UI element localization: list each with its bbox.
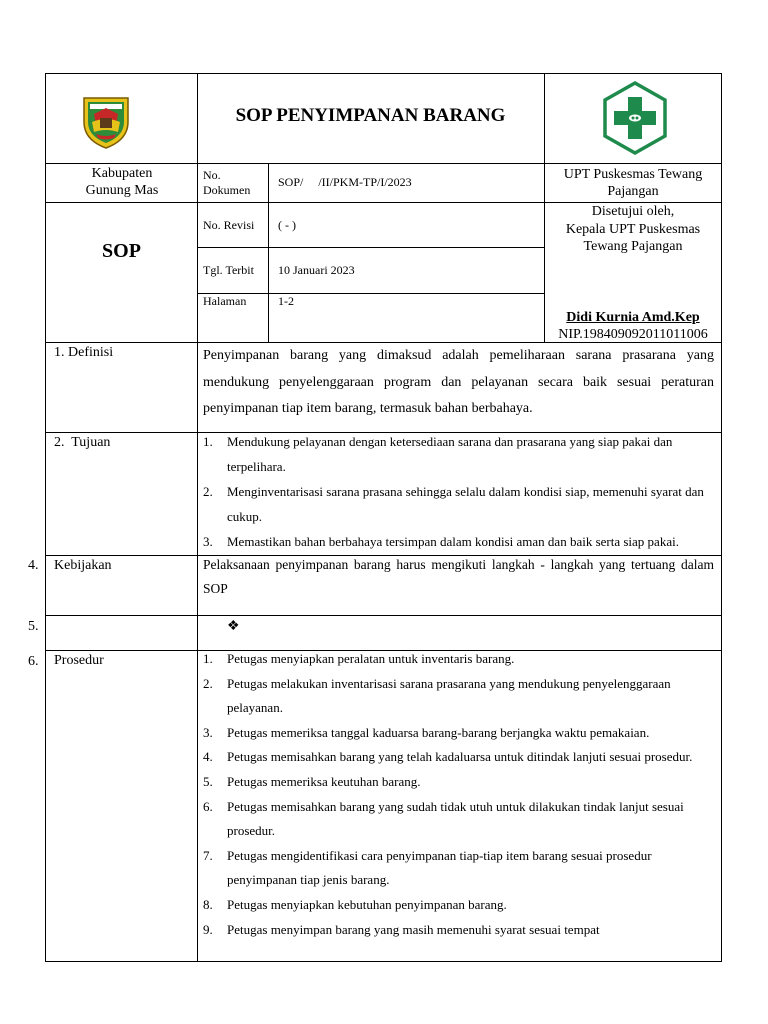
tujuan-label: 2. Tujuan	[54, 435, 111, 450]
meta-value-terbit: 10 Januari 2023	[278, 263, 355, 277]
meta-value-halaman: 1-2	[278, 294, 294, 308]
tujuan-list	[203, 429, 717, 554]
list-item: 7. Petugas mengidentifikasi cara penyimpanan tiap-tiap item barang sesuai prosedur penyimpanan tiap jenis barang.	[203, 847, 652, 888]
meta-label-terbit: Tgl. Terbit	[203, 263, 254, 277]
definisi-text: Penyimpanan barang yang dimaksud adalah pemeliharaan sarana prasarana yang mendukung penyelenggaraan program dan pelayanan secara baik sesuai peraturan penyimpanan tiap item barang, termasuk bahan berbahaya.	[203, 348, 714, 416]
list-item: 8. Petugas menyiapkan kebutuhan penyimpanan barang.	[203, 896, 507, 912]
list-item: 9. Petugas menyimpan barang yang masih memenuhi syarat sesuai tempat	[203, 921, 600, 937]
list-item: 1. Petugas menyiapkan peralatan untuk inventaris barang.	[203, 651, 515, 666]
list-item: 5. Petugas memeriksa keutuhan barang.	[203, 773, 421, 789]
meta-value-revisi: ( - )	[278, 218, 296, 232]
sop-label: SOP	[102, 240, 141, 262]
list-item: 2. Menginventarisasi sarana prasana sehingga selalu dalam kondisi siap, memenuhi syarat dan cukup.	[203, 484, 704, 524]
prosedur-list	[203, 647, 717, 942]
kebijakan-text: Pelaksanaan penyimpanan barang harus mengikuti langkah - langkah yang tertuang dalam SOP	[203, 557, 714, 596]
definisi-label: 1. Definisi	[54, 345, 114, 360]
section5-num: 5.	[28, 619, 39, 634]
list-item: 3. Memastikan bahan berbahaya tersimpan dalam kondisi aman dan baik serta siap pakai.	[203, 534, 679, 549]
puskesmas-logo	[601, 80, 669, 156]
meta-label-dokumen: No. Dokumen	[203, 168, 251, 197]
list-item: 4. Petugas memisahkan barang yang telah kadaluarsa untuk ditindak lanjuti sesuai prosedur.	[203, 749, 693, 765]
list-item: 1. Mendukung pelayanan dengan ketersediaan sarana dan prasarana yang siap pakai dan terpelihara.	[203, 434, 673, 474]
list-item: 6. Petugas memisahkan barang yang sudah tidak utuh untuk dilakukan tindak lanjut sesuai prosedur.	[203, 798, 684, 839]
list-item: 3. Petugas memeriksa tanggal kaduarsa barang-barang berjangka waktu pemakaian.	[203, 724, 650, 740]
section5-bullet: ❖	[227, 619, 240, 634]
region-name: Kabupaten Gunung Mas	[85, 166, 159, 198]
meta-label-halaman: Halaman	[203, 294, 247, 308]
approval-line2: Kepala UPT Puskesmas Tewang Pajangan	[565, 222, 701, 254]
kebijakan-num: 4.	[28, 558, 39, 573]
meta-label-revisi: No. Revisi	[203, 218, 255, 232]
list-item: 2. Petugas melakukan inventarisasi sarana prasarana yang mendukung penyelenggaraan pelayanan.	[203, 675, 671, 716]
kebijakan-label: Kebijakan	[54, 558, 112, 573]
approval-line1: Disetujui oleh,	[591, 204, 675, 219]
page-title: SOP PENYIMPANAN BARANG	[235, 105, 506, 126]
meta-value-dokumen: SOP/ /II/PKM-TP/I/2023	[278, 175, 412, 189]
region-logo	[78, 92, 134, 150]
org-name: UPT Puskesmas Tewang Pajangan	[563, 167, 703, 199]
prosedur-label: Prosedur	[54, 653, 104, 668]
prosedur-num: 6.	[28, 654, 39, 669]
signer-name: Didi Kurnia Amd.Kep	[566, 310, 700, 325]
signer-nip: NIP.198409092011011006	[558, 327, 708, 342]
